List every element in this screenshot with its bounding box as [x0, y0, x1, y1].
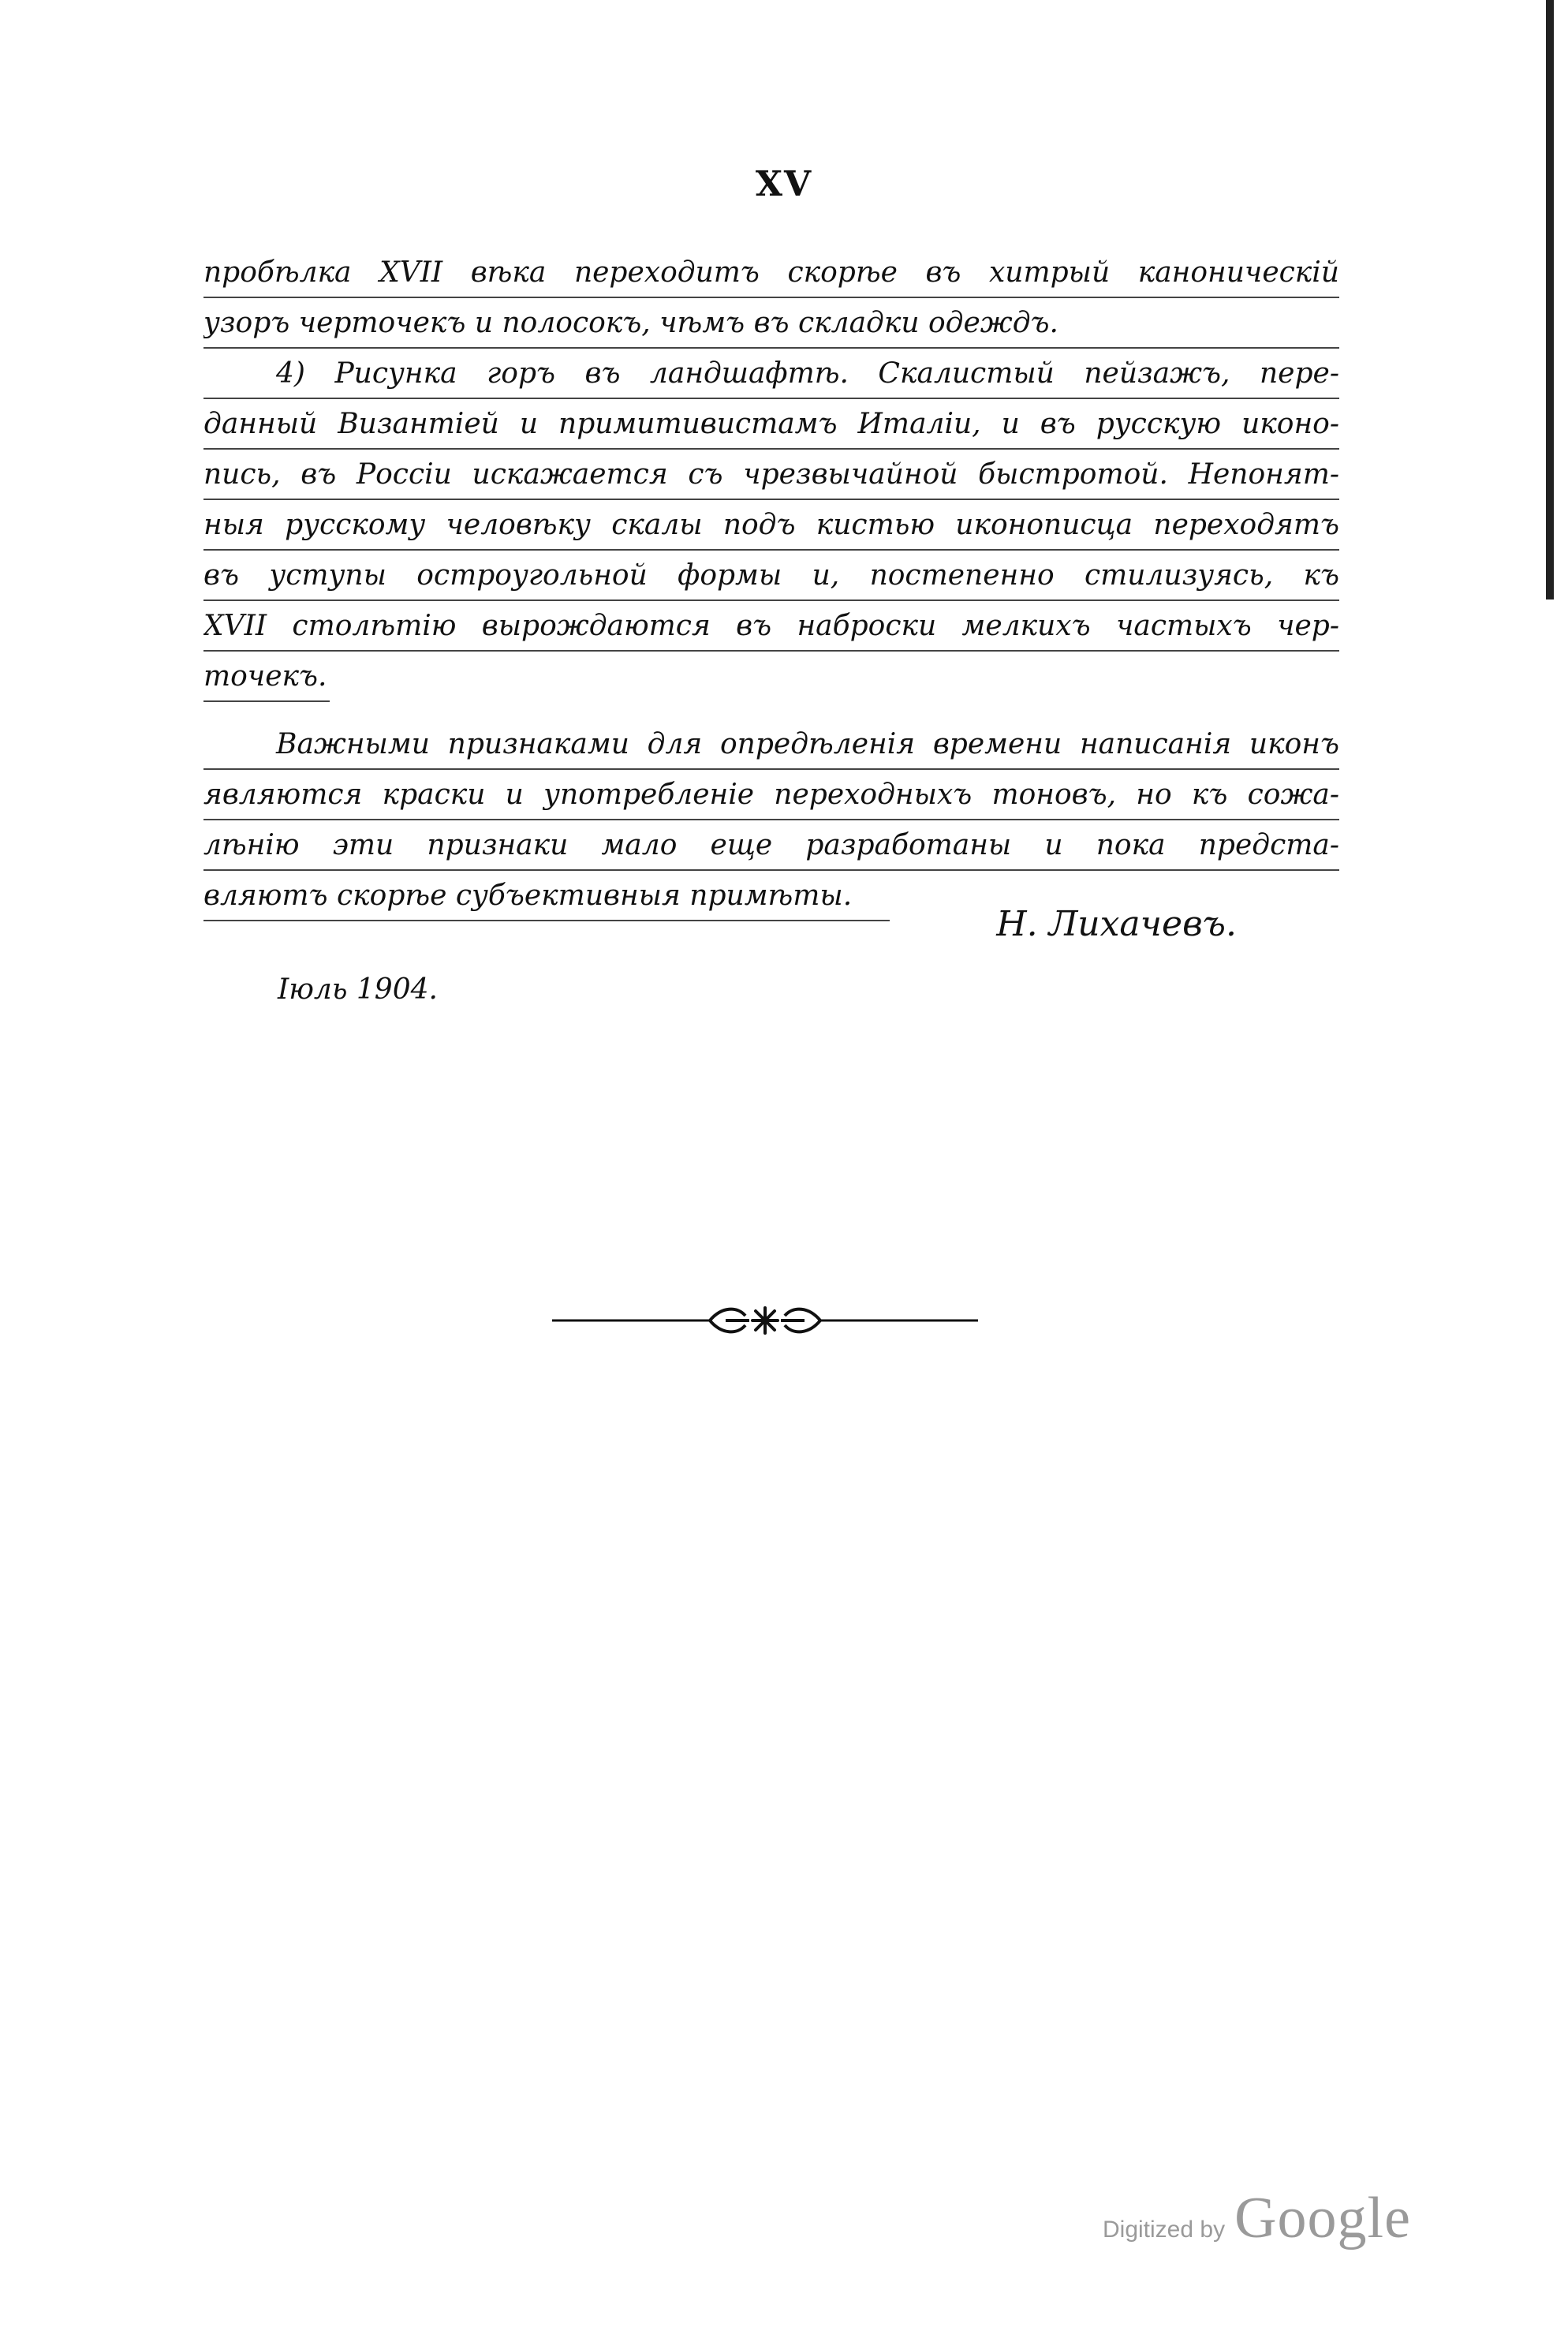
text-line: въ уступы остроугольной формы и, постепенно стилизуясь, къ	[203, 552, 1339, 601]
google-watermark	[1103, 2185, 1411, 2252]
text-line: 4) Рисунка горъ въ ландшафтѣ. Скалистый пейзажъ, пере-	[203, 350, 1339, 399]
text-line: Важными признаками для опредѣленія времени написанія иконъ	[203, 721, 1339, 770]
google-logo: Google	[1234, 2186, 1411, 2250]
text-line: ныя русскому человѣку скалы подъ кистью иконописца переходятъ	[203, 502, 1339, 551]
text-line: пись, въ Россіи искажается съ чрезвычайной быстротой. Непонят-	[203, 451, 1339, 500]
text-line: точекъ.	[203, 653, 330, 702]
watermark-digitized-label: Digitized by	[1103, 2217, 1226, 2243]
date: Іюль 1904.	[278, 973, 438, 1006]
ornament-divider	[552, 1298, 978, 1343]
body-text	[203, 249, 1339, 923]
text-line: узоръ черточекъ и полосокъ, чѣмъ въ складки одеждъ.	[203, 300, 1339, 349]
signature: Н. Лихачевъ.	[996, 904, 1237, 944]
text-line: пробѣлка XVII вѣка переходитъ скорѣе въ хитрый каноническій	[203, 249, 1339, 298]
text-line: лѣнію эти признаки мало еще разработаны и пока предста-	[203, 822, 1339, 871]
page-edge-rule	[1546, 0, 1554, 599]
page-number: XV	[755, 164, 813, 204]
text-line: данный Византіей и примитивистамъ Италіи, и въ русскую иконо-	[203, 401, 1339, 450]
text-line: XVII столѣтію вырождаются въ наброски мелкихъ частыхъ чер-	[203, 603, 1339, 652]
text-line: являются краски и употребленіе переходныхъ тоновъ, но къ сожа-	[203, 771, 1339, 820]
text-line: вляютъ скорѣе субъективныя примѣты.	[203, 872, 890, 921]
